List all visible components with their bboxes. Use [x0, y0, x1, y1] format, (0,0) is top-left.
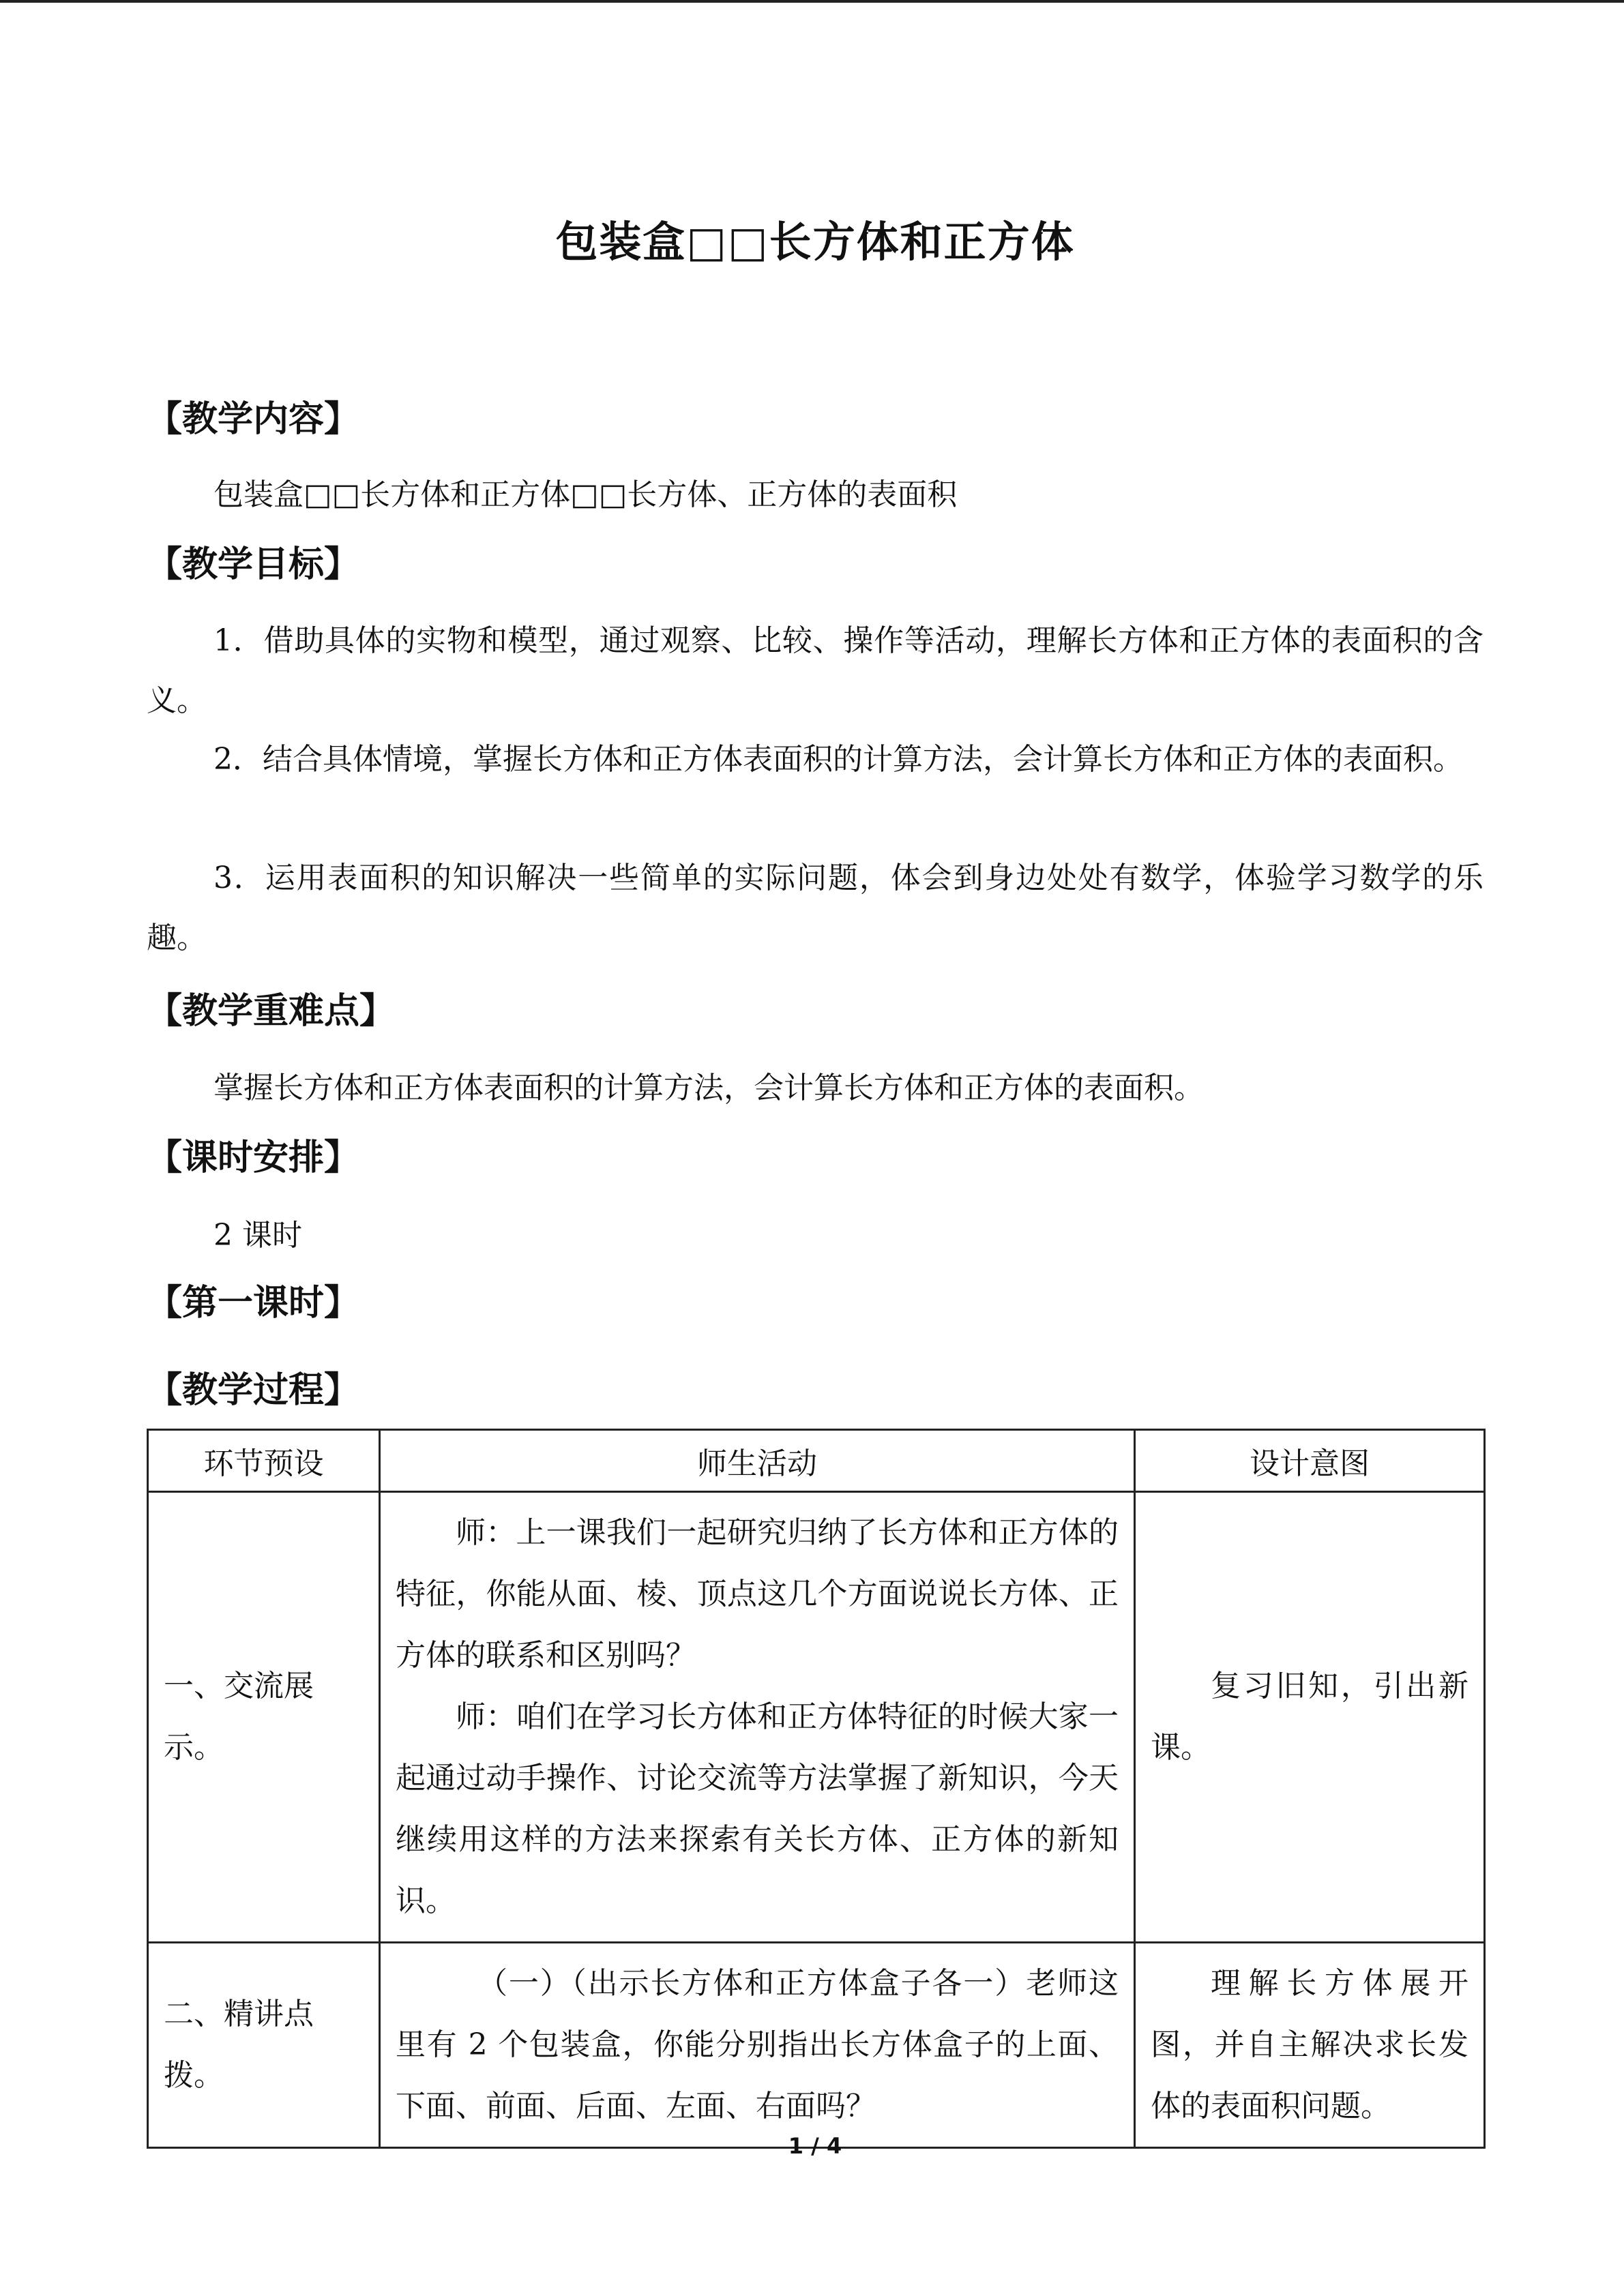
table-row — [148, 1943, 1485, 2148]
heading-teaching-content: 【教学内容】 — [147, 399, 360, 440]
key-points-text: 掌握长方体和正方体表面积的计算方法，会计算长方体和正方体的表面积。 — [213, 1071, 1204, 1105]
activity-cell — [380, 1492, 1135, 1943]
page-number: 1 / 4 — [788, 2133, 842, 2159]
intent-text: 理解长方体展开图，并自主解决求长发体的表面积问题。 — [1151, 1966, 1468, 2123]
heading-teaching-goals: 【教学目标】 — [147, 544, 360, 585]
header-stage: 环节预设 — [148, 1430, 380, 1492]
heading-first-lesson: 【第一课时】 — [147, 1283, 360, 1324]
lesson-process-table — [147, 1429, 1486, 2149]
schedule-text: 2 课时 — [213, 1218, 302, 1253]
teaching-content-text: 包装盒□□长方体和正方体□□长方体、正方体的表面积 — [213, 477, 958, 512]
table-row — [148, 1492, 1485, 1943]
document-title: 包装盒□□长方体和正方体 — [555, 217, 1075, 267]
goal-item-2: 2．结合具体情境，掌握长方体和正方体表面积的计算方法，会计算长方体和正方体的表面积。 — [213, 742, 1463, 777]
header-activity: 师生活动 — [380, 1430, 1135, 1492]
goal-item-1: 1．借助具体的实物和模型，通过观察、比较、操作等活动，理解长方体和正方体的表面积的含义。 — [147, 623, 1483, 718]
activity-paragraph: （一）（出示长方体和正方体盒子各一）老师这里有 2 个包装盒，你能分别指出长方体盒子的上面、下面、前面、后面、左面、右面吗？ — [396, 1966, 1119, 2123]
intent-text: 复习旧知，引出新课。 — [1151, 1669, 1468, 1765]
intent-cell — [1135, 1492, 1485, 1943]
header-intent: 设计意图 — [1135, 1430, 1485, 1492]
intent-cell — [1135, 1943, 1485, 2148]
activity-paragraph: 师：咱们在学习长方体和正方体特征的时候大家一起通过动手操作、讨论交流等方法掌握了新知识，今天继续用这样的方法来探索有关长方体、正方体的新知识。 — [396, 1699, 1119, 1918]
goal-item-3: 3．运用表面积的知识解决一些简单的实际问题，体会到身边处处有数学，体验学习数学的乐趣。 — [147, 861, 1483, 955]
stage-cell: 二、精讲点拨。 — [148, 1943, 380, 2148]
page-top-border — [0, 0, 1624, 3]
heading-teaching-process: 【教学过程】 — [147, 1370, 360, 1411]
heading-key-points: 【教学重难点】 — [147, 991, 396, 1032]
activity-cell — [380, 1943, 1135, 2148]
heading-schedule: 【课时安排】 — [147, 1137, 360, 1178]
stage-cell: 一、交流展示。 — [148, 1492, 380, 1943]
table-header-row — [148, 1430, 1485, 1492]
activity-paragraph: 师：上一课我们一起研究归纳了长方体和正方体的特征，你能从面、棱、顶点这几个方面说说长方体、正方体的联系和区别吗？ — [396, 1515, 1119, 1673]
